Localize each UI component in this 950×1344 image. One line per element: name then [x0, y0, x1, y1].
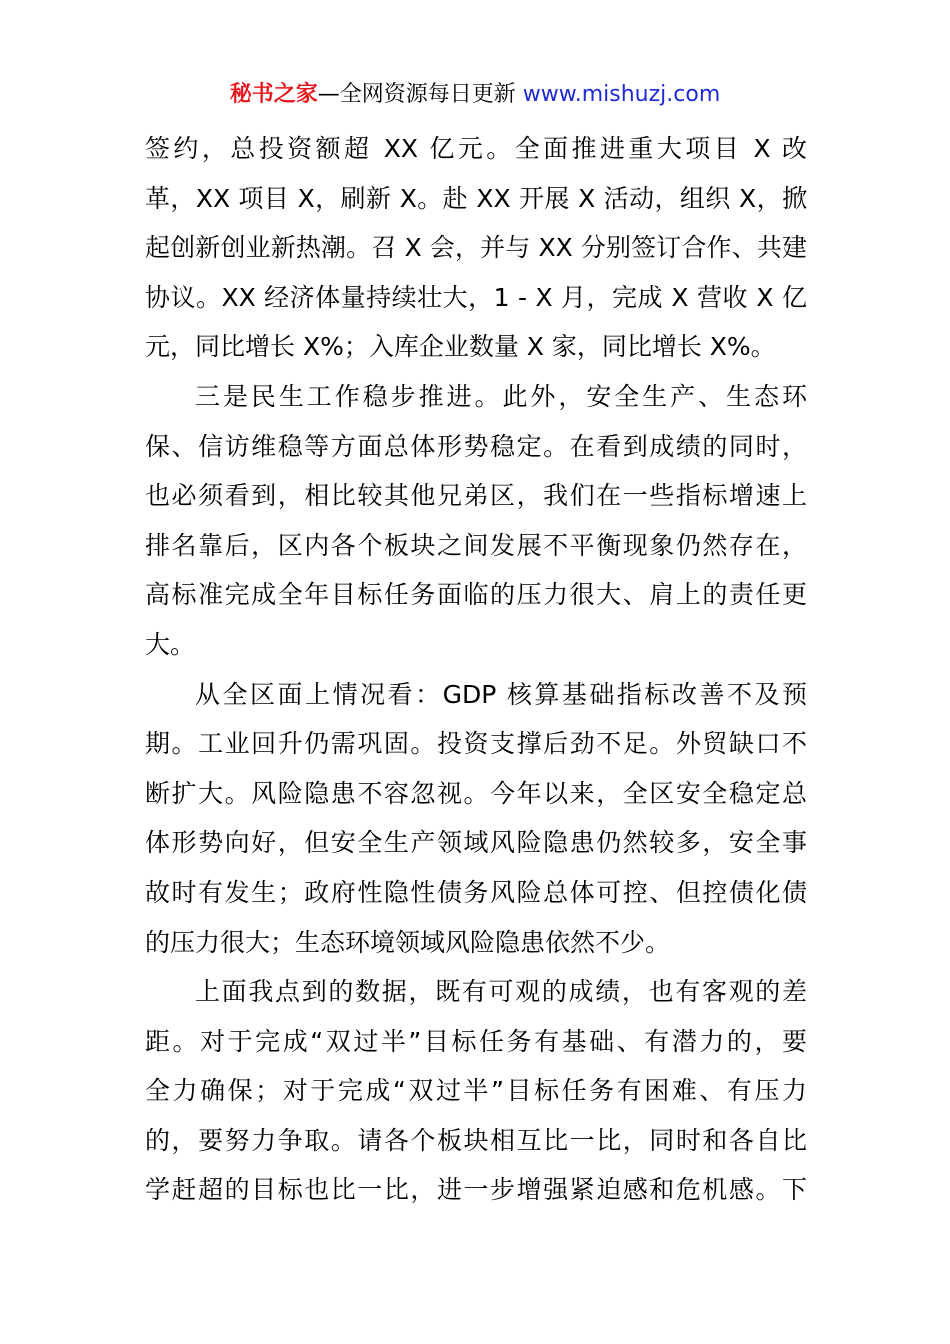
- text-line: 协议。XX 经济体量持续壮大，1 - X 月，完成 X 营收 X 亿: [145, 282, 807, 312]
- text-line: 签约，总投资额超 XX 亿元。全面推进重大项目 X 改: [145, 134, 807, 163]
- text-line: 故时有发生；政府性隐性债务风险总体可控、但控债化债: [145, 877, 807, 907]
- text-line: 断扩大。风险隐患不容忽视。今年以来，全区安全稳定总: [145, 778, 807, 808]
- text-line: 全力确保；对于完成“双过半”目标任务有困难、有压力: [145, 1076, 807, 1106]
- document-body: [145, 124, 807, 1215]
- site-header: [0, 80, 950, 110]
- site-brand: 秘书之家: [229, 82, 318, 107]
- site-tagline: —全网资源每日更新: [317, 82, 523, 107]
- text-line: 学赶超的目标也比一比，进一步增强紧迫感和危机感。下: [145, 1175, 807, 1205]
- text-line: 革，XX 项目 X，刷新 X。赴 XX 开展 X 活动，组织 X，掀: [145, 183, 807, 213]
- text-line: 高标准完成全年目标任务面临的压力很大、肩上的责任更: [145, 580, 807, 610]
- text-line: 的压力很大；生态环境领域风险隐患依然不少。: [145, 927, 671, 957]
- text-line: 起创新创业新热潮。召 X 会，并与 XX 分别签订合作、共建: [145, 233, 807, 263]
- paragraph-first-line: 从全区面上情况看：GDP 核算基础指标改善不及预: [195, 679, 807, 709]
- text-line: 期。工业回升仍需巩固。投资支撑后劲不足。外贸缺口不: [145, 729, 807, 759]
- text-line: 距。对于完成“双过半”目标任务有基础、有潜力的，要: [145, 1026, 807, 1056]
- text-line: 大。: [145, 629, 196, 659]
- site-url-link[interactable]: www.mishuzj.com: [522, 82, 721, 107]
- text-line: 体形势向好，但安全生产领域风险隐患仍然较多，安全事: [145, 828, 807, 858]
- text-line: 也必须看到，相比较其他兄弟区，我们在一些指标增速上: [145, 481, 807, 511]
- text-line: 排名靠后，区内各个板块之间发展不平衡现象仍然存在，: [145, 530, 807, 560]
- paragraph-first-line: 三是民生工作稳步推进。此外，安全生产、生态环: [195, 381, 807, 411]
- paragraph-first-line: 上面我点到的数据，既有可观的成绩，也有客观的差: [195, 977, 807, 1007]
- text-line: 保、信访维稳等方面总体形势稳定。在看到成绩的同时，: [145, 431, 807, 461]
- text-line: 元，同比增长 X%；入库企业数量 X 家，同比增长 X%。: [145, 332, 776, 362]
- text-line: 的，要努力争取。请各个板块相互比一比，同时和各自比: [145, 1125, 807, 1155]
